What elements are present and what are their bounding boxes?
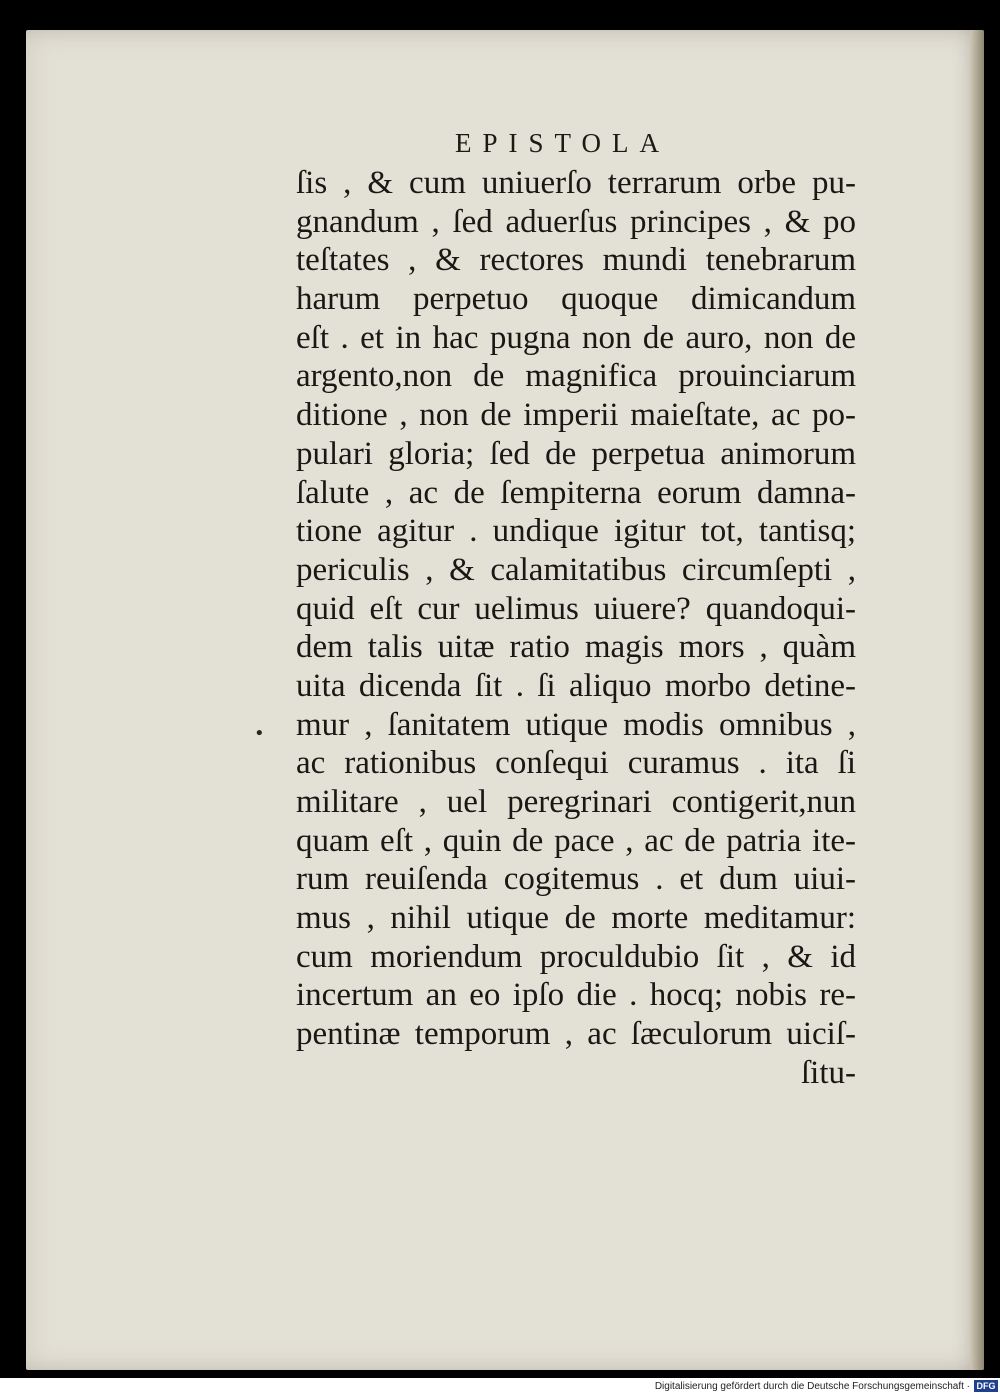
text-line: periculis , & calamitatibus circumſepti , (296, 551, 856, 588)
margin-mark: • (254, 723, 265, 744)
running-head: EPISTOLA (455, 128, 671, 158)
text-line: harum perpetuo quoque dimicandum (296, 281, 856, 318)
text-line: quam eſt , quin de pace , ac de patria ite- (296, 822, 856, 859)
text-line: militare , uel peregrinari contigerit,nun (296, 784, 856, 820)
footer-credit: Digitalisierung gefördert durch die Deutsche Forschungsgemeinschaft · (654, 1381, 970, 1392)
text-line: ſis , & cum uniuerſo terrarum orbe pu- (296, 165, 856, 201)
text-line: rum reuiſenda cogitemus . et dum uiui- (296, 861, 856, 898)
text-line: mus , nihil utique de morte meditamur: (296, 900, 856, 937)
text-line: pentinæ temporum , ac ſæculorum uiciſ- (296, 1016, 856, 1053)
text-line: incertum an eo ipſo die . hocq; nobis re- (296, 977, 856, 1014)
text-line: gnandum , ſed aduerſus principes , & po (296, 203, 856, 240)
text-line: dem talis uitæ ratio magis mors , quàm (296, 629, 856, 666)
text-line: ac rationibus conſequi curamus . ita ſi (296, 745, 856, 782)
text-line: eſt . et in hac pugna non de auro, non de (296, 319, 856, 356)
text-line: cum moriendum proculdubio ſit , & id (296, 938, 856, 975)
text-line: uita dicenda ſit . ſi aliquo morbo detine- (296, 667, 856, 704)
catchword: ſitu- (801, 1054, 856, 1091)
text-line: teſtates , & rectores mundi tenebrarum (296, 242, 856, 279)
dfg-logo-icon: DFG (974, 1380, 998, 1392)
body-text (296, 164, 856, 1093)
page-edge-shadow (970, 30, 984, 1370)
text-line: ſalute , ac de ſempiterna eorum damna- (296, 474, 856, 511)
text-line: pulari gloria; ſed de perpetua animorum (296, 435, 856, 472)
text-line: mur , ſanitatem utique modis omnibus , (296, 706, 856, 743)
text-line: ditione , non de imperii maieſtate, ac po- (296, 397, 856, 434)
text-line: quid eſt cur uelimus uiuere? quandoqui- (296, 590, 856, 627)
text-line: argento,non de magnifica prouinciarum (296, 358, 856, 395)
text-line: tione agitur . undique igitur tot, tantisq; (296, 513, 856, 550)
